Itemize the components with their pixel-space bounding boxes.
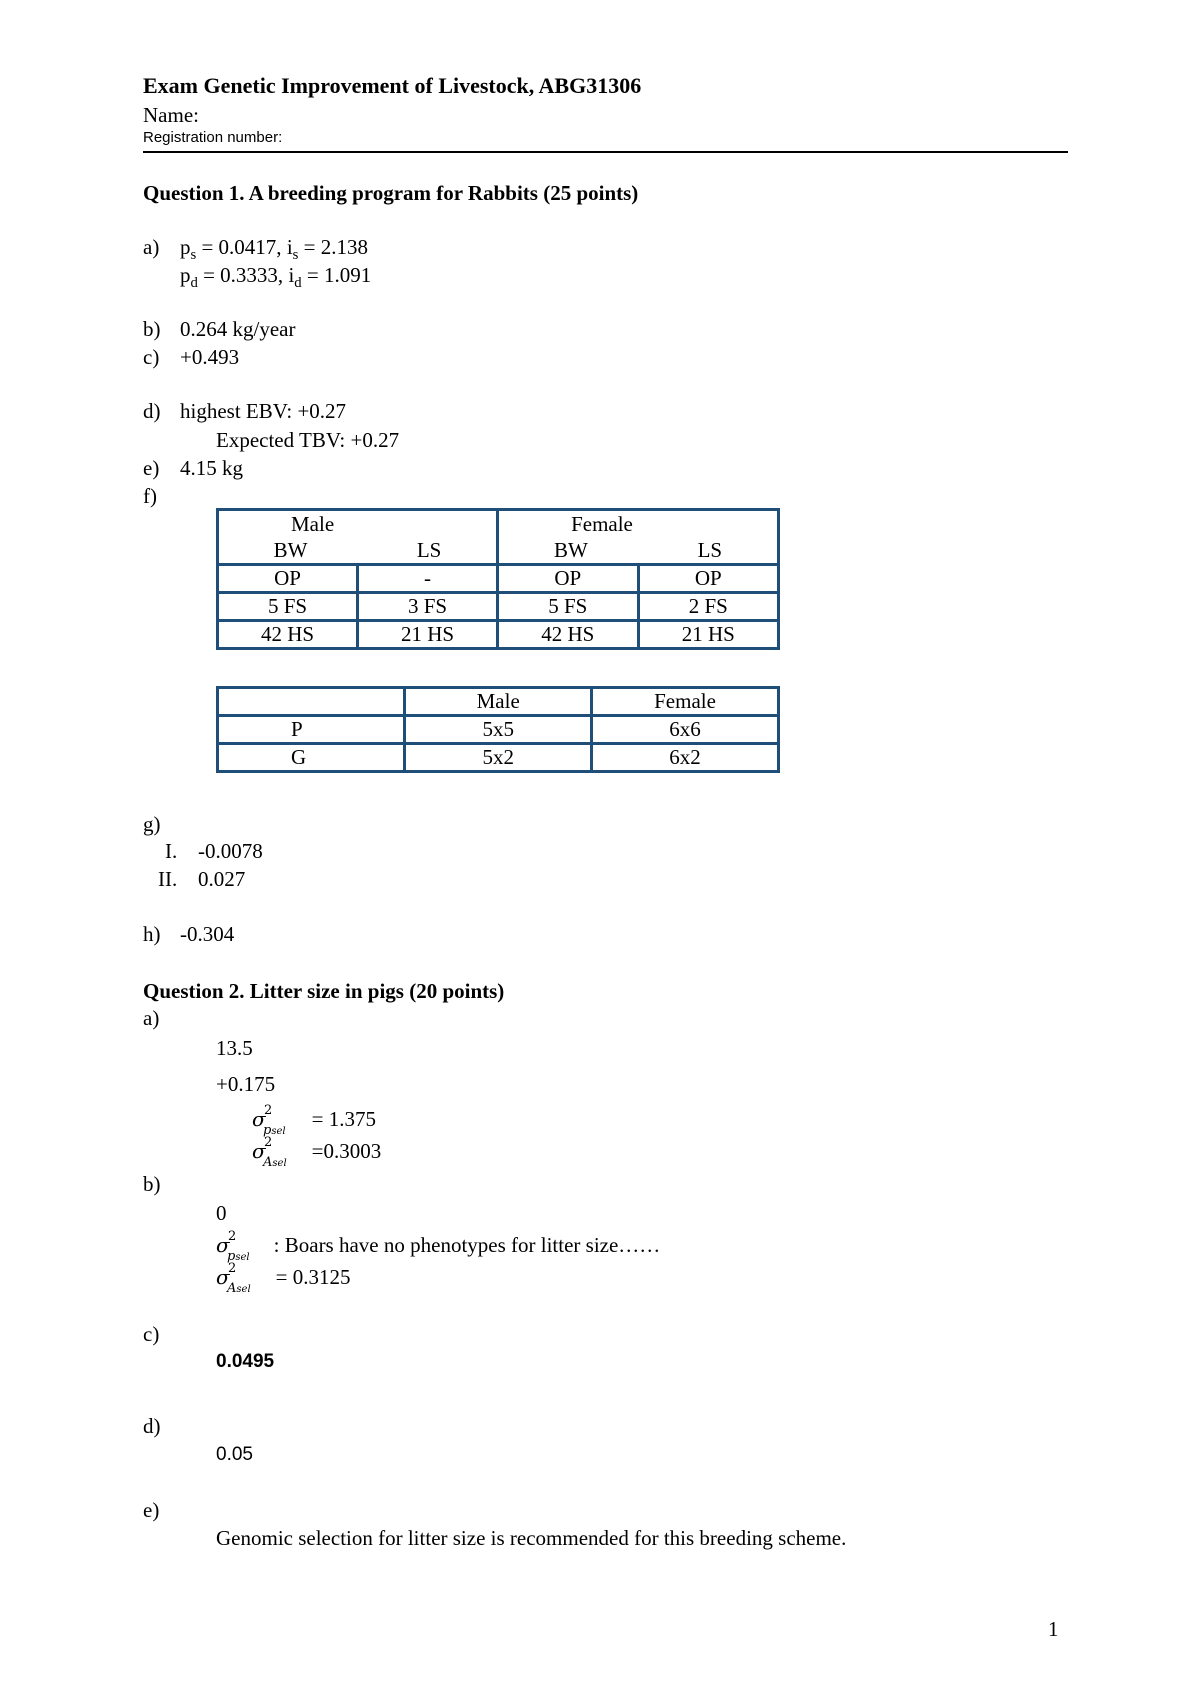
q1-heading: Question 1. A breeding program for Rabbits (25 points) — [143, 181, 639, 205]
table-cell: 21 HS — [358, 621, 498, 649]
q1-h-value: -0.304 — [180, 922, 235, 946]
q2-c-value: 0.0495 — [216, 1351, 275, 1372]
page-number: 1 — [1048, 1617, 1059, 1641]
table-cell: Female — [592, 688, 779, 716]
name-label: Name: — [143, 103, 199, 127]
table-row — [218, 537, 779, 565]
header-ls-female: LS — [697, 537, 723, 562]
q1-a-label: a) — [143, 235, 160, 259]
q1-d-label: d) — [143, 399, 161, 423]
q1-h-label: h) — [143, 922, 161, 946]
table-cell: 6x6 — [592, 716, 779, 744]
table-row — [218, 510, 779, 538]
header-ls-male: LS — [416, 537, 442, 562]
q1-c-value: +0.493 — [180, 345, 240, 369]
q1-f-label: f) — [143, 484, 157, 508]
table-cell: G — [218, 744, 405, 772]
q2-a-label: a) — [143, 1006, 160, 1030]
header-bw-female: BW — [553, 537, 588, 562]
table-cell: 5 FS — [498, 593, 638, 621]
q2-c-label: c) — [143, 1322, 160, 1346]
group-female: Female — [498, 510, 779, 538]
q2-b-label: b) — [143, 1172, 161, 1196]
q1-g-value-2: 0.027 — [198, 867, 246, 891]
q1-g-num-2: II. — [158, 867, 178, 891]
selection-info-table — [216, 508, 780, 650]
table-cell — [218, 688, 405, 716]
q2-d-label: d) — [143, 1414, 161, 1438]
q2-e-value: Genomic selection for litter size is recommended for this breeding scheme. — [216, 1526, 847, 1550]
sigma-a-sel-symbol: σ 2 Asel — [216, 1261, 251, 1296]
table-cell: OP — [498, 565, 638, 593]
table-row — [218, 593, 779, 621]
table-row — [218, 744, 779, 772]
table-cell: 5x5 — [405, 716, 592, 744]
q1-a-line1: $p_s = 0.0417$, $i_s = 2.138$ — [180, 235, 368, 264]
q2-a-v2: +0.175 — [216, 1072, 276, 1096]
q1-g-label: g) — [143, 812, 161, 836]
ps-value: = 0.0417, — [201, 235, 282, 259]
table-row — [218, 688, 779, 716]
is-value: = 2.138 — [303, 235, 368, 259]
q2-heading: Question 2. Litter size in pigs (20 points) — [143, 979, 505, 1003]
q2-b-sigma-p: σ 2 psel : Boars have no phenotypes for litter size…… — [216, 1229, 661, 1264]
q2-a-sigma-a: σ 2 Asel =0.3003 — [252, 1135, 382, 1170]
id-value: = 1.091 — [306, 263, 372, 287]
sigma-p-sel-symbol: σ 2 psel — [216, 1229, 250, 1264]
q1-a-line2: $p_d = 0.3333$, $i_d = 1.091$ — [180, 263, 372, 292]
q2-a-sigma-p: σ 2 psel = 1.375 — [252, 1103, 376, 1138]
sigma-p-sel-symbol: σ 2 psel — [252, 1103, 286, 1138]
table-cell: - — [358, 565, 498, 593]
table-row — [218, 621, 779, 649]
q1-e-value: 4.15 kg — [180, 456, 243, 480]
generation-table — [216, 686, 780, 773]
table-cell: 21 HS — [638, 621, 778, 649]
group-male: Male — [218, 510, 498, 538]
table-cell: 42 HS — [218, 621, 358, 649]
q2-e-label: e) — [143, 1498, 160, 1522]
header-rule — [143, 151, 1068, 153]
table-row — [218, 565, 779, 593]
table-cell: 42 HS — [498, 621, 638, 649]
q1-g-value-1: -0.0078 — [198, 839, 263, 863]
table-cell: 5x2 — [405, 744, 592, 772]
female-subheaders — [498, 537, 779, 565]
exam-title: Exam Genetic Improvement of Livestock, ABG31306 — [143, 73, 642, 98]
q2-b-v1: 0 — [216, 1201, 227, 1225]
header-bw-male: BW — [273, 537, 308, 562]
q1-d-line1: highest EBV: +0.27 — [180, 399, 347, 423]
registration-label: Registration number: — [143, 129, 283, 146]
q1-d-line2: Expected TBV: +0.27 — [216, 428, 400, 452]
table-cell: 2 FS — [638, 593, 778, 621]
table-cell: 6x2 — [592, 744, 779, 772]
pd-value: = 0.3333, — [203, 263, 284, 287]
table-cell: OP — [638, 565, 778, 593]
q2-d-value: 0.05 — [216, 1444, 253, 1465]
q1-b-value: 0.264 kg/year — [180, 317, 296, 341]
q1-g-num-1: I. — [165, 839, 178, 863]
table-cell: OP — [218, 565, 358, 593]
sigma-a-sel-symbol: σ 2 Asel — [252, 1135, 287, 1170]
table-cell: P — [218, 716, 405, 744]
q1-e-label: e) — [143, 456, 160, 480]
table-cell: 3 FS — [358, 593, 498, 621]
q2-a-v1: 13.5 — [216, 1036, 253, 1060]
table-cell: 5 FS — [218, 593, 358, 621]
male-subheaders — [218, 537, 498, 565]
q2-b-sigma-a: σ 2 Asel = 0.3125 — [216, 1261, 351, 1296]
table-row — [218, 716, 779, 744]
q1-b-label: b) — [143, 317, 161, 341]
q1-c-label: c) — [143, 345, 160, 369]
table-cell: Male — [405, 688, 592, 716]
